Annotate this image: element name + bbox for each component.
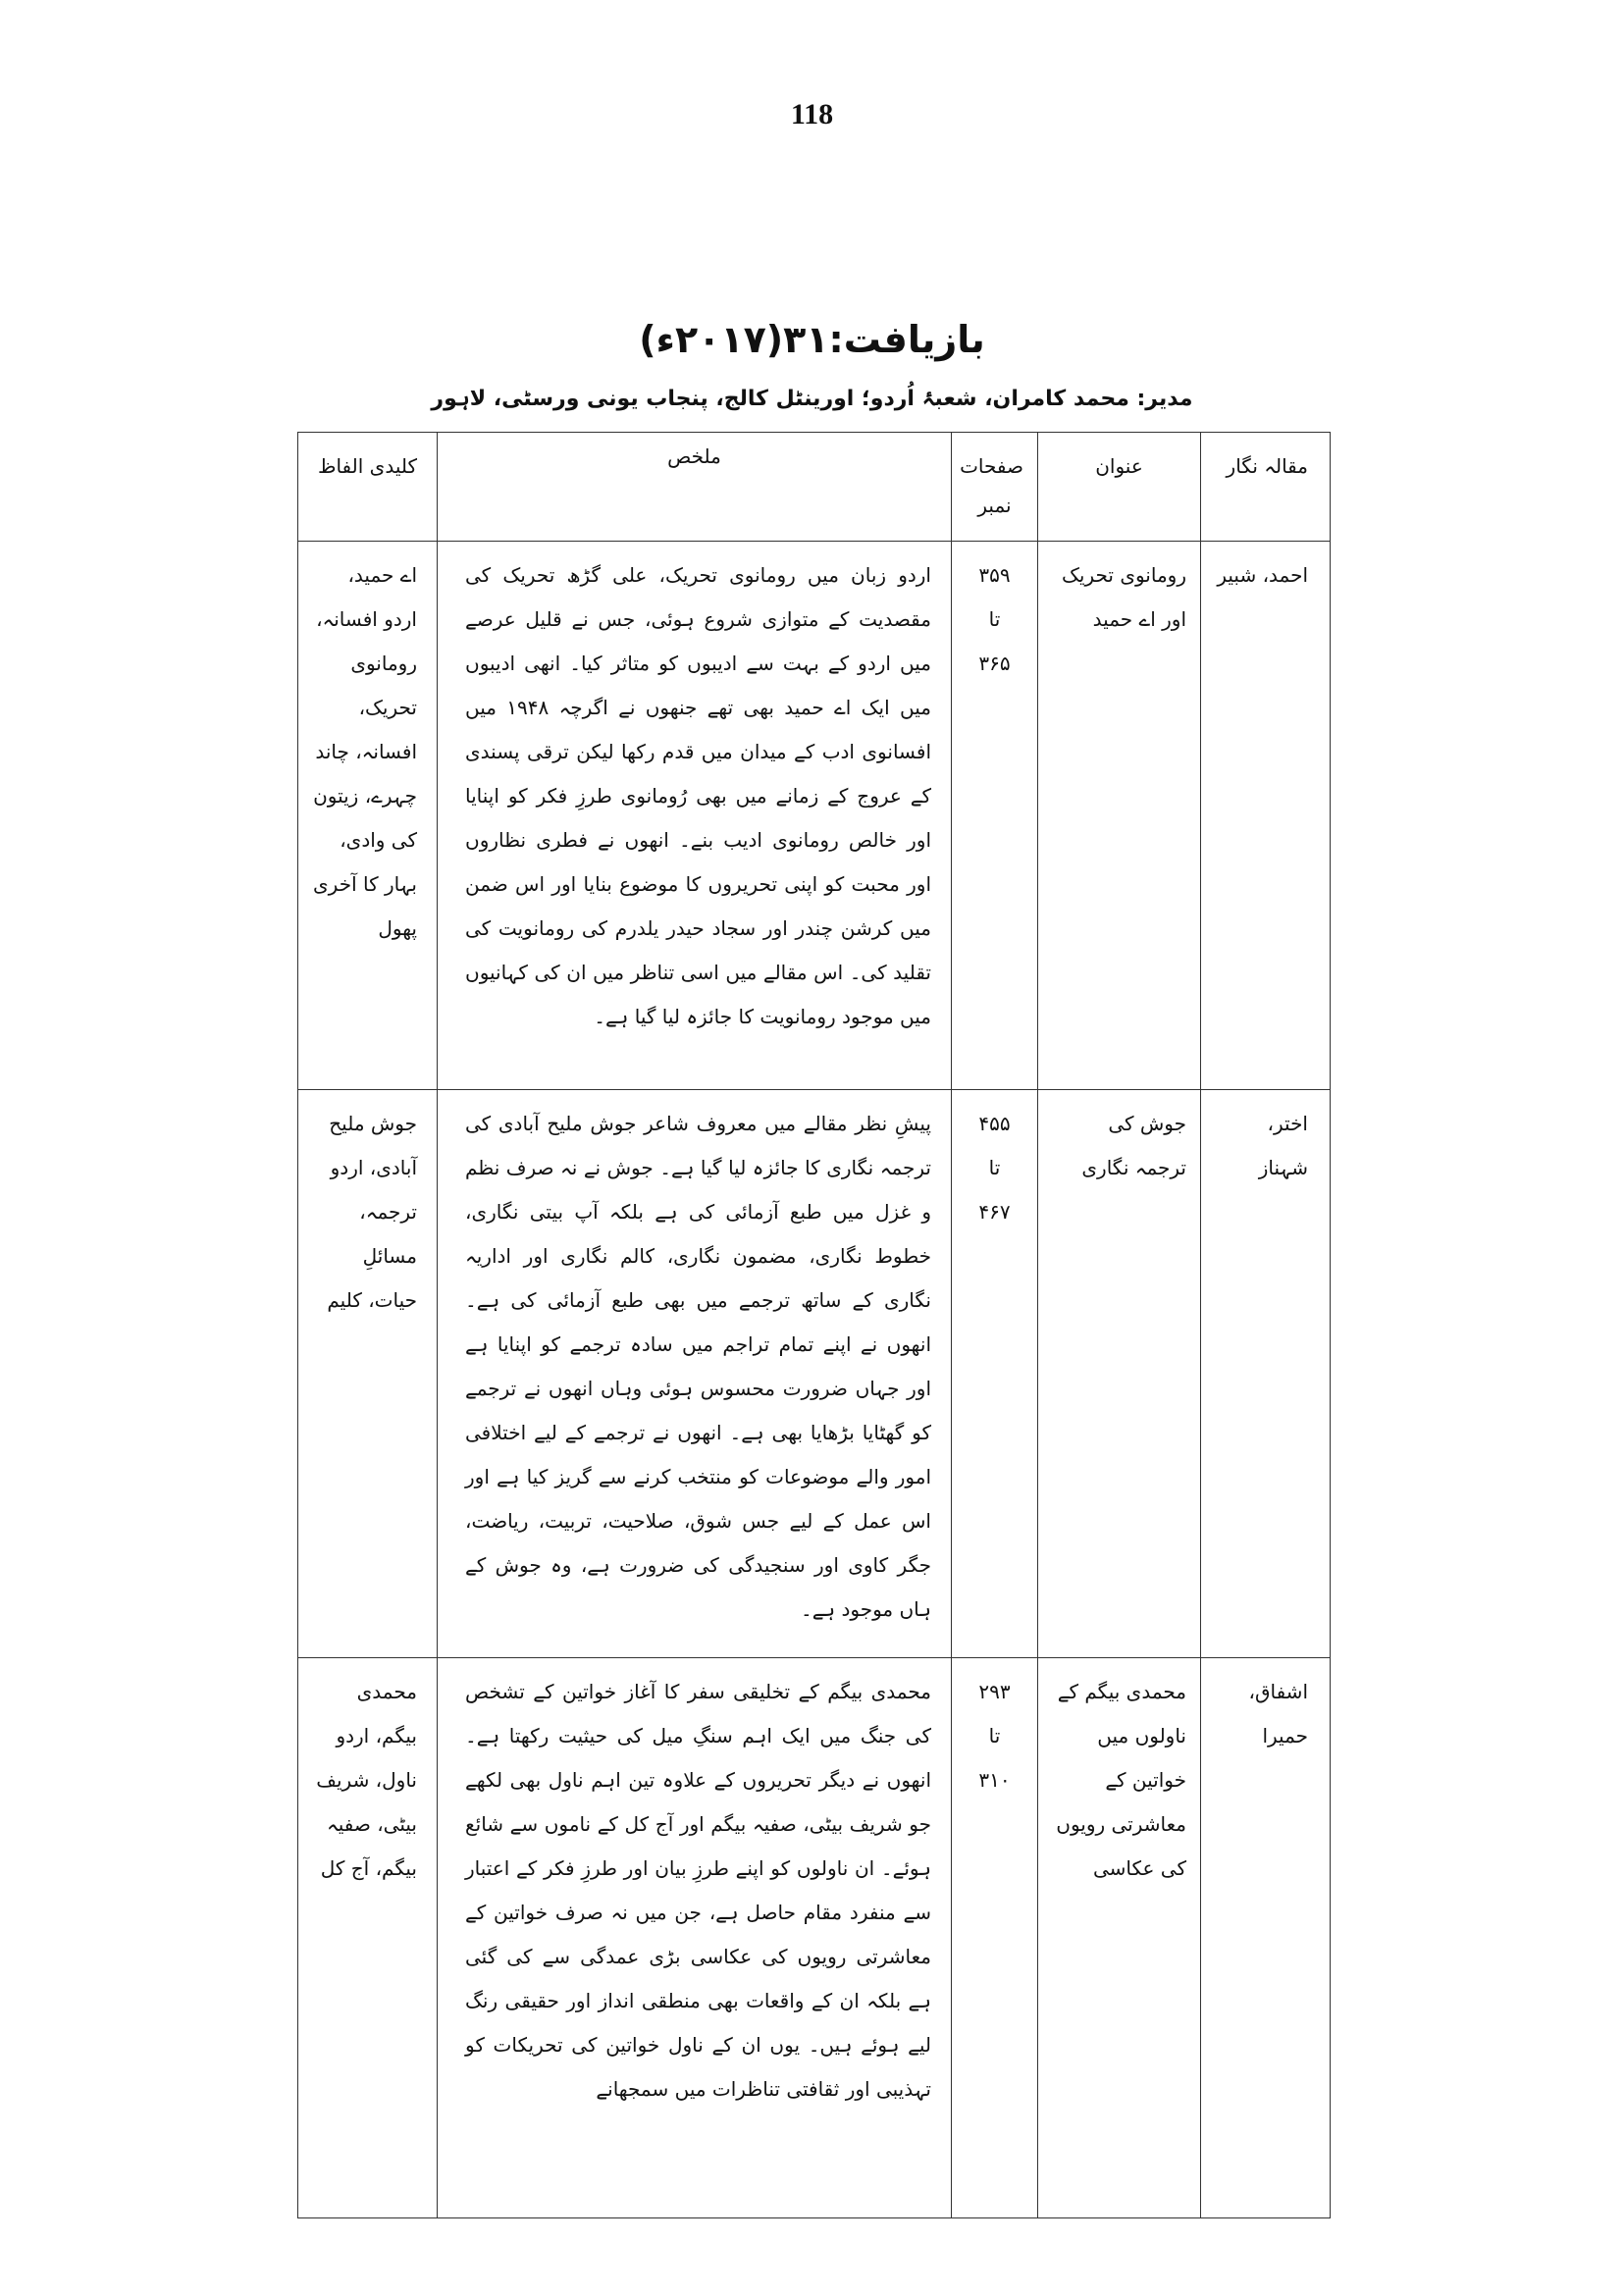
summary-cell: اردو زبان میں رومانوی تحریک، علی گڑھ تحریک کی مقصدیت کے متوازی شروع ہوئی، جس نے قلیل عرصے میں اردو کے بہت سے ادیبوں کو متاثر کیا۔ انھی ادیبوں میں ایک اے حمید بھی تھے جنھوں نے اگرچہ ۱۹۴۸ میں افسانوی ادب کے میدان میں قدم رکھا لیکن ترقی پسندی کے عروج کے زمانے میں بھی رُومانوی طرزِ فکر کو اپنایا اور خالص رومانوی ادیب بنے۔ انھوں نے فطری نظاروں اور محبت کو اپنی تحریروں کا موضوع بنایا اور اس ضمن میں کرشن چندر اور سجاد حیدر یلدرم کی رومانویت کی تقلید کی۔ اس مقالے میں اسی تناظر میں ان کی کہانیوں میں موجود رومانویت کا جائزہ لیا گیا ہے۔ [438, 542, 952, 1090]
page-number: 118 [790, 98, 834, 130]
pages-end: ۴۶۷ [978, 1200, 1011, 1224]
author-cell: اشفاق، حمیرا [1201, 1658, 1331, 2218]
header-keywords: کلیدی الفاظ [298, 433, 438, 542]
pages-cell [952, 1090, 1038, 1658]
title-cell: محمدی بیگم کے ناولوں میں خواتین کے معاشرتی رویوں کی عکاسی [1038, 1658, 1201, 2218]
editor-line: مدیر: محمد کامران، شعبۂ اُردو؛ اورینٹل کالج، پنجاب یونی ورسٹی، لاہور [431, 387, 1193, 411]
title-cell: جوش کی ترجمہ نگاری [1038, 1090, 1201, 1658]
pages-cell [952, 1658, 1038, 2218]
keywords-cell: جوش ملیح آبادی، اردو ترجمہ، مسائلِ حیات، کلیم [298, 1090, 438, 1658]
table-row [298, 542, 1331, 1090]
pages-start: ۴۵۵ [978, 1112, 1011, 1135]
journal-title: بازیافت:۳۱(۲۰۱۷ء) [639, 318, 985, 361]
pages-start: ۲۹۳ [978, 1680, 1011, 1703]
table-row [298, 1658, 1331, 2218]
article-index-table [297, 432, 1331, 2218]
table-header-row [298, 433, 1331, 542]
pages-separator: تا [988, 1156, 1001, 1179]
pages-end: ۳۶۵ [978, 652, 1011, 675]
author-cell: احمد، شبیر [1201, 542, 1331, 1090]
pages-end: ۳۱۰ [978, 1768, 1011, 1792]
keywords-cell: اے حمید، اردو افسانہ، رومانوی تحریک، افسانہ، چاند چہرے، زیتون کی وادی، بہار کا آخری پھول [298, 542, 438, 1090]
pages-start: ۳۵۹ [978, 563, 1011, 587]
header-title: عنوان [1038, 433, 1201, 542]
header-summary: ملخص [438, 433, 952, 542]
summary-cell: پیشِ نظر مقالے میں معروف شاعر جوش ملیح آبادی کی ترجمہ نگاری کا جائزہ لیا گیا ہے۔ جوش نے نہ صرف نظم و غزل میں طبع آزمائی کی ہے بلکہ آپ بیتی نگاری، خطوط نگاری، مضمون نگاری، کالم نگاری اور اداریہ نگاری کے ساتھ ترجمے میں بھی طبع آزمائی کی ہے۔ انھوں نے اپنے تمام تراجم میں سادہ ترجمے کو اپنایا ہے اور جہاں ضرورت محسوس ہوئی وہاں انھوں نے ترجمے کو گھٹایا بڑھایا بھی ہے۔ انھوں نے ترجمے کے لیے اختلافی امور والے موضوعات کو منتخب کرنے سے گریز کیا ہے اور اس عمل کے لیے جس شوق، صلاحیت، تربیت، ریاضت، جگر کاوی اور سنجیدگی کی ضرورت ہے، وہ جوش کے ہاں موجود ہے۔ [438, 1090, 952, 1658]
table-row [298, 1090, 1331, 1658]
header-pages: صفحات نمبر [952, 433, 1038, 542]
pages-separator: تا [988, 607, 1001, 631]
keywords-cell: محمدی بیگم، اردو ناول، شریف بیٹی، صفیہ بیگم، آج کل [298, 1658, 438, 2218]
pages-cell [952, 542, 1038, 1090]
title-cell: رومانوی تحریک اور اے حمید [1038, 542, 1201, 1090]
header-author: مقالہ نگار [1201, 433, 1331, 542]
author-cell: اختر، شہناز [1201, 1090, 1331, 1658]
summary-cell: محمدی بیگم کے تخلیقی سفر کا آغاز خواتین کے تشخص کی جنگ میں ایک اہم سنگِ میل کی حیثیت رکھتا ہے۔ انھوں نے دیگر تحریروں کے علاوہ تین اہم ناول بھی لکھے جو شریف بیٹی، صفیہ بیگم اور آج کل کے ناموں سے شائع ہوئے۔ ان ناولوں کو اپنے طرزِ بیان اور طرزِ فکر کے اعتبار سے منفرد مقام حاصل ہے، جن میں نہ صرف خواتین کے معاشرتی رویوں کی عکاسی بڑی عمدگی سے کی گئی ہے بلکہ ان کے واقعات بھی منطقی انداز اور حقیقی رنگ لیے ہوئے ہیں۔ یوں ان کے ناول خواتین کی تحریکات کو تہذیبی اور ثقافتی تناظرات میں سمجھانے [438, 1658, 952, 2218]
pages-separator: تا [988, 1724, 1001, 1747]
